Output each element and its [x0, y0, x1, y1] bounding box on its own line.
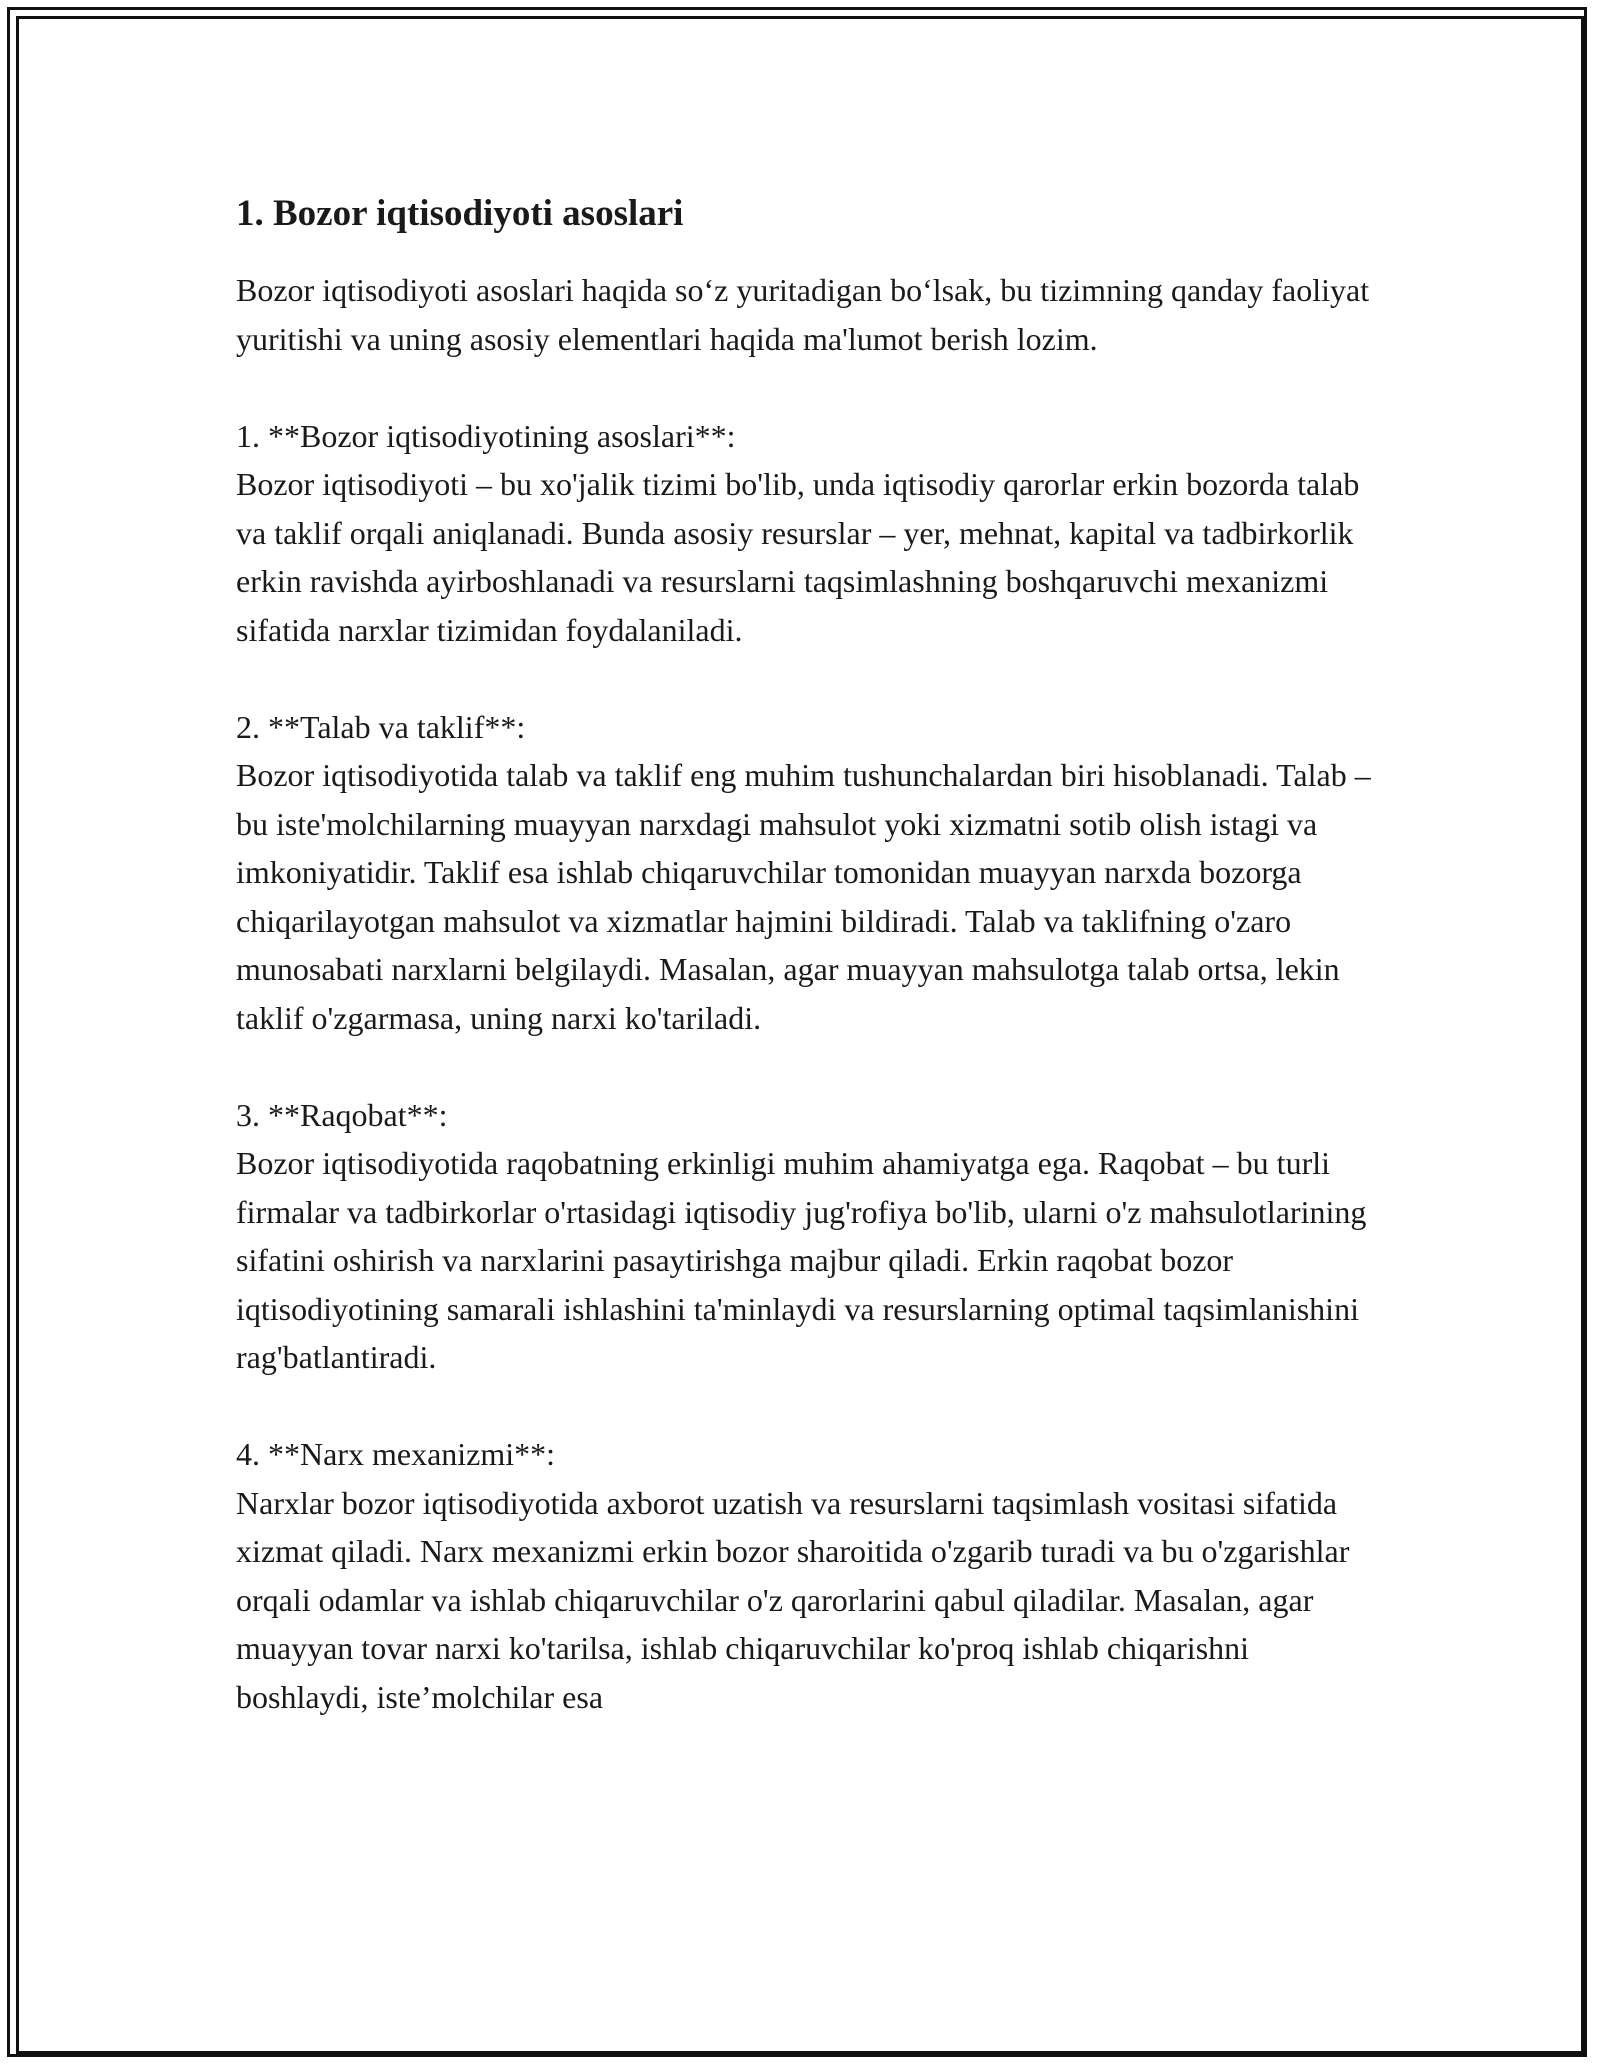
section-3	[236, 1091, 1376, 1382]
section-body: Bozor iqtisodiyotida raqobatning erkinligi muhim ahamiyatga ega. Raqobat – bu turli firmalar va tadbirkorlar o'rtasidagi iqtisodiy jug'rofiya bo'lib, ularni o'z mahsulotlarining sifatini oshirish va narxlarini pasaytirishga majbur qiladi. Erkin raqobat bozor iqtisodiyotining samarali ishlashini ta'minlaydi va resurslarning optimal taqsimlanishini rag'batlantiradi.	[236, 1145, 1367, 1375]
intro-paragraph: Bozor iqtisodiyoti asoslari haqida so‘z yuritadigan bo‘lsak, bu tizimning qanday faoliyat yuritishi va uning asosiy elementlari haqida ma'lumot berish lozim.	[236, 272, 1370, 357]
section-heading: 3. **Raqobat**:	[236, 1096, 448, 1133]
section-4	[236, 1430, 1376, 1721]
document-content	[236, 186, 1376, 1721]
section-body: Bozor iqtisodiyotida talab va taklif eng muhim tushunchalardan biri hisoblanadi. Talab – bu iste'molchilarning muayyan narxdagi mahsulot yoki xizmatni sotib olish istagi va imkoniyatidir. Taklif esa ishlab chiqaruvchilar tomonidan muayyan narxda bozorga chiqarilayotgan mahsulot va xizmatlar hajmini bildiradi. Talab va taklifning o'zaro munosabati narxlarni belgilaydi. Masalan, agar muayyan mahsulotga talab ortsa, lekin taklif o'zgarmasa, uning narxi ko'tariladi.	[236, 757, 1371, 1036]
section-1	[236, 412, 1376, 655]
section-body: Bozor iqtisodiyoti – bu xo'jalik tizimi bo'lib, unda iqtisodiy qarorlar erkin bozorda talab va taklif orqali aniqlanadi. Bunda asosiy resurslar – yer, mehnat, kapital va tadbirkorlik erkin ravishda ayirboshlanadi va resurslarni taqsimlashning boshqaruvchi mexanizmi sifatida narxlar tizimidan foydalaniladi.	[236, 466, 1360, 648]
section-heading: 2. **Talab va taklif**:	[236, 708, 526, 745]
section-body: Narxlar bozor iqtisodiyotida axborot uzatish va resurslarni taqsimlash vositasi sifatida xizmat qiladi. Narx mexanizmi erkin bozor sharoitida o'zgarib turadi va bu o'zgarishlar orqali odamlar va ishlab chiqaruvchilar o'z qarorlarini qabul qiladilar. Masalan, agar muayyan tovar narxi ko'tarilsa, ishlab chiqaruvchilar ko'proq ishlab chiqarishni boshlaydi, iste’molchilar esa	[236, 1484, 1350, 1715]
document-title: 1. Bozor iqtisodiyoti asoslari	[236, 193, 684, 234]
section-2	[236, 703, 1376, 1043]
section-heading: 4. **Narx mexanizmi**:	[236, 1436, 556, 1472]
section-heading: 1. **Bozor iqtisodiyotining asoslari**:	[236, 417, 736, 454]
